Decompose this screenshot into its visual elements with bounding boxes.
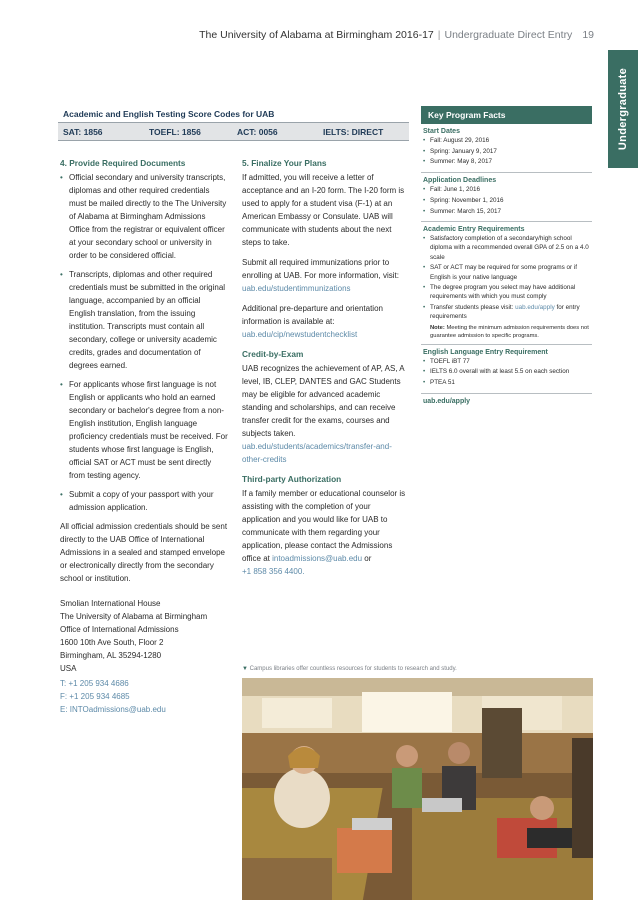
note-text: Meeting the minimum admission requirements does not guarantee admission to specific programs. bbox=[430, 324, 589, 339]
deadlines-heading: Application Deadlines bbox=[423, 177, 497, 185]
ielts-code: IELTS: DIRECT bbox=[323, 126, 384, 137]
list-item: • Submit a copy of your passport with your admission application. bbox=[60, 488, 228, 514]
library-photo-illustration bbox=[242, 678, 593, 900]
list-item: • Fall: August 29, 2016 bbox=[423, 136, 590, 145]
sat-code: SAT: 1856 bbox=[63, 126, 103, 137]
deadlines-section bbox=[421, 173, 592, 222]
caption-triangle-icon: ▼ bbox=[242, 666, 248, 672]
immunization-paragraph: Submit all required immunizations prior to enrolling at UAB. For more information, visit: bbox=[242, 258, 399, 280]
list-item: • Satisfactory completion of a secondary/high school diploma with a recommended overall GPA of 2.5 on a 4.0 scale bbox=[423, 234, 590, 262]
photo-caption bbox=[242, 666, 594, 672]
list-item: • IELTS 6.0 overall with at least 5.5 on each section bbox=[423, 367, 590, 376]
finalize-paragraph: If admitted, you will receive a letter of acceptance and an I-20 form. The I-20 form is used to apply for a student visa (F-1) at an American Embassy or Consulate. UAB will communicate with students about the next steps to take. bbox=[242, 173, 405, 247]
email-link[interactable]: E: INTOadmissions@uab.edu bbox=[60, 705, 166, 714]
credit-exam-text: UAB recognizes the achievement of AP, AS, A level, IB, CLEP, DANTES and GAC Students may be eligible for advanced academic standing and scholarships, and can receive transfer credit for the exams, courses and subjects taken. bbox=[242, 364, 405, 438]
key-program-facts bbox=[421, 106, 592, 409]
english-requirement-section bbox=[421, 345, 592, 394]
list-item: • Spring: November 1, 2016 bbox=[423, 196, 590, 205]
admissions-phone-link[interactable]: +1 858 356 4400. bbox=[242, 567, 305, 576]
toefl-code: TOEFL: 1856 bbox=[149, 126, 201, 137]
column-finalize-plans bbox=[242, 157, 410, 578]
checklist-link[interactable]: uab.edu/cip/newstudentchecklist bbox=[242, 330, 358, 339]
third-party-text bbox=[242, 487, 410, 578]
fax-number: F: +1 205 934 4685 bbox=[60, 692, 130, 701]
transfer-prefix: Transfer students please visit: bbox=[430, 304, 514, 312]
list-item: • TOEFL iBT 77 bbox=[423, 357, 590, 366]
address-line: The University of Alabama at Birmingham bbox=[60, 612, 208, 621]
header-separator: | bbox=[437, 29, 441, 41]
library-photo bbox=[242, 678, 593, 900]
contact-details bbox=[60, 677, 260, 716]
admissions-email-link[interactable]: intoadmissions@uab.edu bbox=[272, 554, 363, 563]
act-code: ACT: 0056 bbox=[237, 126, 278, 137]
section-4-heading: 4. Provide Required Documents bbox=[60, 158, 186, 168]
apply-link-inline[interactable]: uab.edu/apply bbox=[515, 304, 555, 312]
list-item: • Summer: May 8, 2017 bbox=[423, 157, 590, 166]
credit-exam-heading: Credit-by-Exam bbox=[242, 349, 304, 359]
predeparture-paragraph: Additional pre-departure and orientation information is available at: bbox=[242, 304, 383, 326]
score-codes-row bbox=[58, 123, 409, 141]
side-section-tab bbox=[608, 50, 638, 168]
transfer-suffix: for entry requirements bbox=[430, 304, 580, 321]
documents-list bbox=[60, 171, 228, 514]
immunizations-link[interactable]: uab.edu/studentimmunizations bbox=[242, 284, 351, 293]
entry-requirements-heading: Academic Entry Requirements bbox=[423, 226, 525, 234]
list-item: • The degree program you select may have additional requirements with which you must comply bbox=[423, 283, 590, 301]
list-item bbox=[423, 303, 590, 321]
list-item: • Summer: March 15, 2017 bbox=[423, 207, 590, 216]
transfer-credits-link[interactable]: uab.edu/students/academics/transfer-and-other-credits bbox=[242, 442, 392, 464]
address-line: Birmingham, AL 35294-1280 bbox=[60, 651, 162, 660]
list-item: • PTEA 51 bbox=[423, 378, 590, 387]
start-dates-heading: Start Dates bbox=[423, 128, 460, 135]
phone-number[interactable]: T: +1 205 934 4686 bbox=[60, 679, 129, 688]
mailing-address bbox=[60, 597, 260, 675]
list-item: • SAT or ACT may be required for some programs or if English is your native language bbox=[423, 263, 590, 281]
column-required-documents bbox=[60, 157, 228, 585]
list-item: • Official secondary and university transcripts, diplomas and other required credentials must be mailed directly to the The University of Alabama at Birmingham Admissions Office from the registrar or equivalent officer at your secondary school or university in order to be considered official. bbox=[60, 171, 228, 262]
page-header bbox=[199, 29, 594, 41]
address-line: Smolian International House bbox=[60, 599, 161, 608]
header-subtitle: Undergraduate Direct Entry bbox=[444, 29, 573, 41]
address-line: USA bbox=[60, 664, 77, 673]
english-requirement-heading: English Language Entry Requirement bbox=[423, 348, 548, 356]
score-codes-title: Academic and English Testing Score Codes for UAB bbox=[58, 106, 409, 123]
caption-text: Campus libraries offer countless resources for students to research and study. bbox=[249, 666, 457, 672]
start-dates-section bbox=[421, 124, 592, 173]
header-title: The University of Alabama at Birmingham 2016-17 bbox=[199, 29, 434, 41]
entry-requirements-section bbox=[421, 222, 592, 344]
credentials-note: All official admission credentials should be sent directly to the UAB Office of International Admissions in a sealed and stamped envelope or electronically directly from the secondary school or institution. bbox=[60, 522, 228, 583]
note-label: Note: bbox=[430, 324, 445, 331]
list-item: • For applicants whose first language is not English or applicants who hold an earned secondary or bachelor's degree from a non-English institution, English language proficiency credentials must be received. For students whose first language is English, official SAT or ACT must be sent directly from testing agency. bbox=[60, 378, 228, 482]
apply-link[interactable]: uab.edu/apply bbox=[423, 397, 471, 405]
third-party-heading: Third-party Authorization bbox=[242, 474, 342, 484]
page-number: 19 bbox=[582, 29, 594, 41]
side-tab-label: Undergraduate bbox=[617, 67, 630, 151]
address-line: Office of International Admissions bbox=[60, 625, 179, 634]
score-codes-table bbox=[58, 106, 409, 141]
section-5-heading: 5. Finalize Your Plans bbox=[242, 158, 327, 168]
list-item: • Spring: January 9, 2017 bbox=[423, 147, 590, 156]
address-line: 1600 10th Ave South, Floor 2 bbox=[60, 638, 164, 647]
list-item: • Fall: June 1, 2016 bbox=[423, 185, 590, 194]
or-word: or bbox=[364, 554, 372, 563]
list-item: • Transcripts, diplomas and other required credentials must be submitted in the original language, accompanied by an official English translation, from the issuing institution. Transcripts must contain all secondary, college or university academic credits, grades and documentation of degrees earned. bbox=[60, 268, 228, 372]
third-party-body: If a family member or educational counselor is assisting with the completion of your application and you would like for UAB to communicate with them regarding your application, please contact the Admissions office at bbox=[242, 489, 406, 563]
admission-note bbox=[423, 324, 590, 340]
key-facts-title: Key Program Facts bbox=[421, 106, 592, 124]
